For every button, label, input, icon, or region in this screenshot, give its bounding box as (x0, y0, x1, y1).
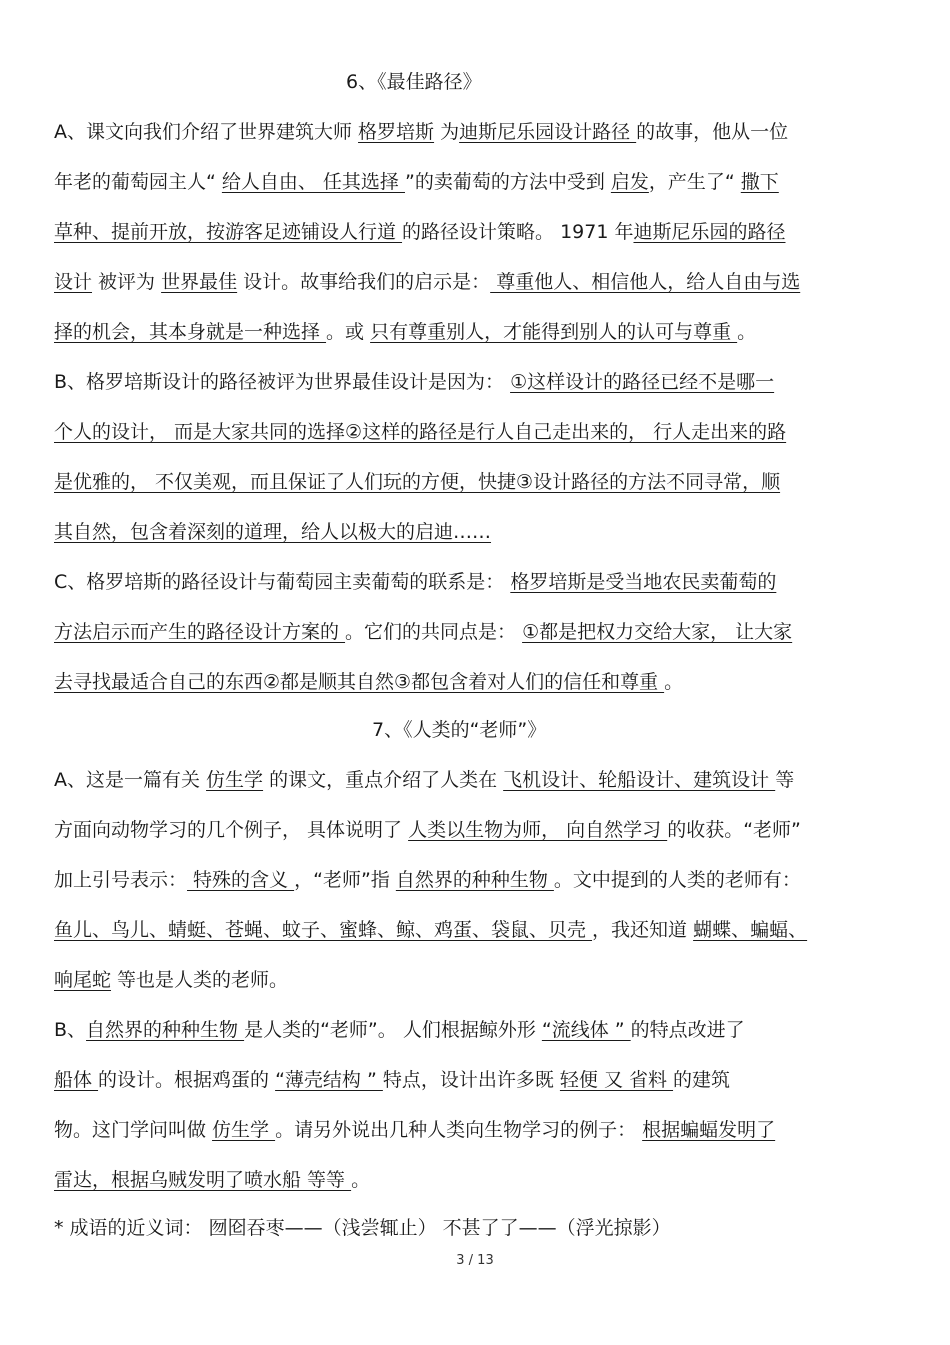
text-line (54, 169, 779, 197)
text-segment: 的建筑 (673, 1069, 731, 1091)
answer-blank: 迪斯尼乐园的路径 (633, 221, 786, 243)
text-segment: ，我还知道 (592, 919, 694, 941)
answer-blank: 给人自由、 任其选择 (221, 171, 405, 193)
answer-blank: 根据蝙蝠发明了 (642, 1119, 776, 1141)
answer-blank: 世界最佳 (161, 271, 238, 293)
text-segment: 方面向动物学习的几个例子， 具体说明了 (54, 819, 409, 841)
text-segment: 的课文，重点介绍了人类在 (263, 769, 504, 791)
answer-blank: 方法启示而产生的路径设计方案的 (54, 621, 346, 643)
section-title: 7、《人类的“老师”》 (372, 719, 547, 741)
text-line (54, 867, 801, 895)
text-segment: B、 (54, 1019, 87, 1041)
text-line (54, 369, 774, 397)
answer-blank: 鱼儿、鸟儿、蜻蜓、苍蝇、蚊子、蜜蜂、鲸、鸡蛋、袋鼠、贝壳 (54, 919, 593, 941)
answer-blank: 船体 (54, 1069, 99, 1091)
answer-blank: 启发 (610, 171, 649, 193)
answer-blank: 人类以生物为师， 向自然学习 (408, 819, 668, 841)
text-segment: 。 (737, 321, 757, 343)
text-line (54, 1167, 370, 1195)
text-line (54, 119, 788, 147)
text-line (54, 619, 792, 647)
text-segment: 的收获。“老师” (667, 819, 801, 841)
text-line (54, 817, 801, 845)
text-line (54, 419, 786, 447)
text-segment: 等也是人类的老师。 (111, 969, 289, 991)
page-number: 3 / 13 (456, 1253, 494, 1268)
answer-blank: 轻便 又 省料 (559, 1069, 674, 1091)
text-segment: 被评为 (92, 271, 162, 293)
text-segment: 设计。故事给我们的启示是： (237, 271, 491, 293)
text-segment: C、格罗培斯的路径设计与葡萄园主卖葡萄的联系是： (54, 571, 511, 593)
answer-blank: “薄壳结构 ” (275, 1069, 383, 1091)
text-segment: 是人类的“老师”。 人们根据鲸外形 (244, 1019, 542, 1041)
text-segment: 为 (434, 121, 460, 143)
answer-blank: 特殊的含义 (187, 869, 295, 891)
text-segment: 的故事，他从一位 (636, 121, 789, 143)
answer-blank: 自然界的种种生物 (395, 869, 554, 891)
text-segment: A、课文向我们介绍了世界建筑大师 (54, 121, 359, 143)
answer-blank: 个人的设计， 而是大家共同的选择②这样的路径是行人自己走出来的， 行人走出来的路 (54, 421, 787, 443)
answer-blank: 自然界的种种生物 (86, 1019, 245, 1041)
answer-blank: 设计 (54, 271, 93, 293)
answer-blank: 蝴蝶、蝙蝠、 (693, 919, 808, 941)
text-line (54, 967, 288, 995)
text-segment: 特点，设计出许多既 (382, 1069, 560, 1091)
text-segment: A、这是一篇有关 (54, 769, 207, 791)
answer-blank: ①这样设计的路径已经不是哪一 (510, 371, 775, 393)
answer-blank: 草种、提前开放，按游客足迹铺设人行道 (54, 221, 403, 243)
text-line (54, 269, 800, 297)
answer-blank: 飞机设计、轮船设计、建筑设计 (503, 769, 776, 791)
text-segment: ，产生了“ (648, 171, 741, 193)
answer-blank: 雷达，根据乌贼发明了喷水船 等等 (54, 1169, 352, 1191)
text-line (54, 1117, 775, 1145)
answer-blank: 格罗培斯 (358, 121, 435, 143)
answer-blank: 仿生学 (212, 1119, 276, 1141)
text-line (54, 469, 780, 497)
text-segment: 的路径设计策略。 1971 年 (402, 221, 634, 243)
text-line (54, 669, 683, 697)
text-segment: 物。这门学问叫做 (54, 1119, 213, 1141)
text-segment: 。文中提到的人类的老师有： (553, 869, 801, 891)
answer-blank: 去寻找最适合自己的东西②都是顺其自然③都包含着对人们的信任和尊重 (54, 671, 665, 693)
text-line (54, 569, 776, 597)
text-segment: 的特点改进了 (630, 1019, 745, 1041)
answer-blank: 迪斯尼乐园设计路径 (459, 121, 637, 143)
text-line (54, 917, 807, 945)
text-line (54, 219, 786, 247)
answer-blank: ①都是把权力交给大家， 让大家 (522, 621, 793, 643)
answer-blank: 尊重他人、相信他人，给人自由与选 (490, 271, 801, 293)
text-segment: ，“老师”指 (294, 869, 396, 891)
answer-blank: 只有尊重别人，才能得到别人的认可与尊重 (370, 321, 738, 343)
section-title: 6、《最佳路径》 (346, 71, 482, 93)
text-line (54, 319, 756, 347)
text-line (54, 1017, 745, 1045)
text-segment: 。它们的共同点是： (345, 621, 523, 643)
answer-blank: 是优雅的， 不仅美观，而且保证了人们玩的方便，快捷③设计路径的方法不同寻常，顺 (54, 471, 781, 493)
text-line (54, 767, 794, 795)
answer-blank: 仿生学 (206, 769, 264, 791)
text-segment: 。 (351, 1169, 371, 1191)
answer-blank: “流线体 ” (541, 1019, 631, 1041)
text-segment: 。或 (326, 321, 371, 343)
text-segment: 等 (775, 769, 795, 791)
text-line (54, 1067, 730, 1095)
answer-blank: 其自然，包含着深刻的道理，给人以极大的启迪…… (54, 521, 492, 543)
idiom-synonyms: * 成语的近义词： 囫囵吞枣——（浅尝辄止） 不甚了了——（浮光掠影） (54, 1217, 671, 1239)
text-segment: 的设计。根据鸡蛋的 (98, 1069, 276, 1091)
answer-blank: 择的机会，其本身就是一种选择 (54, 321, 327, 343)
text-segment: B、格罗培斯设计的路径被评为世界最佳设计是因为： (54, 371, 511, 393)
text-line (54, 519, 491, 547)
text-segment: 年老的葡萄园主人“ (54, 171, 222, 193)
text-segment: 加上引号表示： (54, 869, 188, 891)
answer-blank: 格罗培斯是受当地农民卖葡萄的 (510, 571, 777, 593)
text-segment: ”的卖葡萄的方法中受到 (404, 171, 611, 193)
answer-blank: 响尾蛇 (54, 969, 112, 991)
text-segment: 。请另外说出几种人类向生物学习的例子： (275, 1119, 643, 1141)
text-segment: 。 (664, 671, 684, 693)
answer-blank: 撒下 (740, 171, 779, 193)
